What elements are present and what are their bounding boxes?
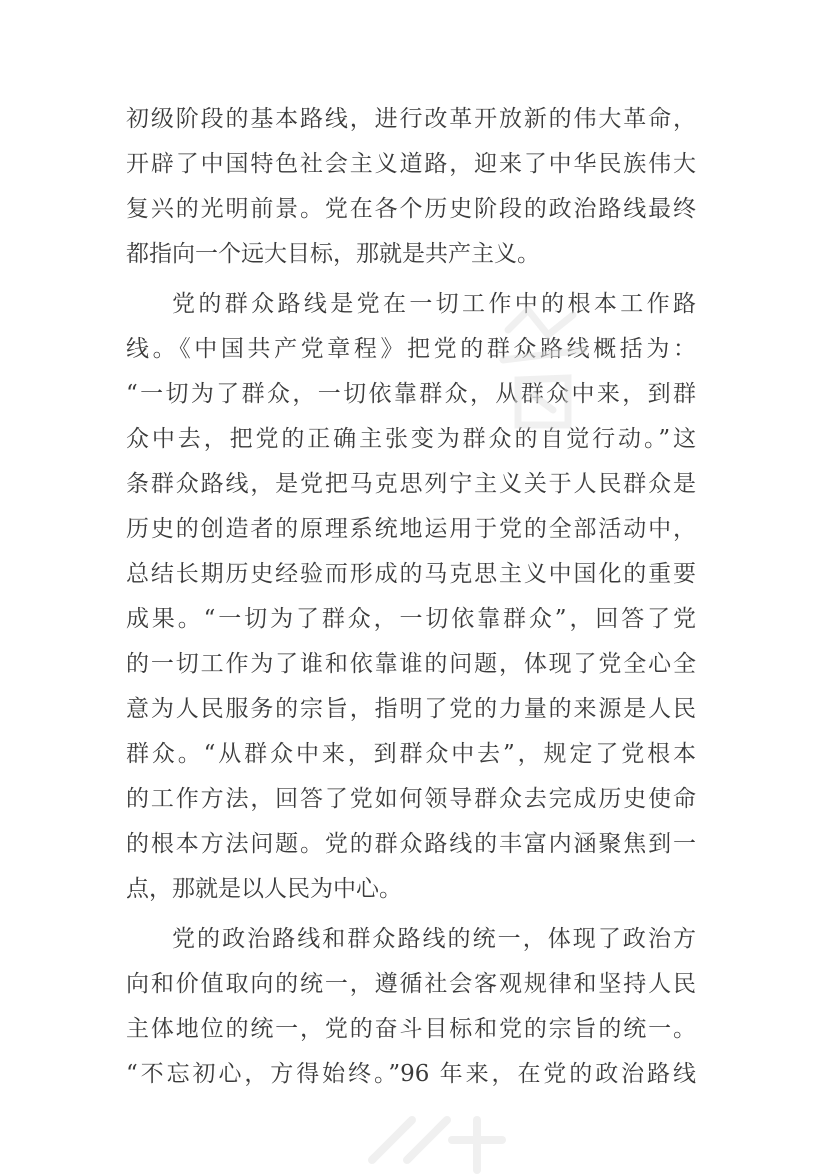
text-line: 都指向一个远大目标，那就是共产主义。 <box>126 241 540 267</box>
text-line: 党的群众路线是党在一切工作中的根本工作路 <box>172 291 696 317</box>
text-line: 历史的创造者的原理系统地运用于党的全部活动中， <box>126 516 696 542</box>
paragraph-1 <box>126 97 696 277</box>
text-line: 主体地位的统一，党的奋斗目标和党的宗旨的统一。 <box>126 1016 696 1042</box>
text-line: “一切为了群众，一切依靠群众，从群众中来，到群 <box>126 381 696 407</box>
text-line: 初级阶段的基本路线，进行改革开放新的伟大革命， <box>126 106 696 132</box>
text-line: 成果。“一切为了群众，一切依靠群众”，回答了党 <box>126 606 696 632</box>
watermark-icon <box>352 1100 532 1174</box>
paragraph-2 <box>126 282 696 912</box>
text-line: 复兴的光明前景。党在各个历史阶段的政治路线最终 <box>126 196 696 222</box>
text-line: 开辟了中国特色社会主义道路，迎来了中华民族伟大 <box>126 151 696 177</box>
text-line: 点，那就是以人民为中心。 <box>126 876 402 902</box>
text-line: 意为人民服务的宗旨，指明了党的力量的来源是人民 <box>126 696 696 722</box>
text-line: 众中去，把党的正确主张变为群众的自觉行动。”这 <box>126 426 696 452</box>
text-line: 条群众路线，是党把马克思列宁主义关于人民群众是 <box>126 471 696 497</box>
text-line: 党的政治路线和群众路线的统一，体现了政治方 <box>172 926 696 952</box>
text-line: 群众。“从群众中来，到群众中去”，规定了党根本 <box>126 741 696 767</box>
text-line: 线。《中国共产党章程》把党的群众路线概括为： <box>126 336 696 362</box>
text-line: 的根本方法问题。党的群众路线的丰富内涵聚焦到一 <box>126 831 696 857</box>
text-line: “不忘初心，方得始终。”96 年来，在党的政治路线 <box>126 1061 696 1087</box>
text-line: 的工作方法，回答了党如何领导群众去完成历史使命 <box>126 786 696 812</box>
text-line: 的一切工作为了谁和依靠谁的问题，体现了党全心全 <box>126 651 696 677</box>
text-line: 总结长期历史经验而形成的马克思主义中国化的重要 <box>126 561 696 587</box>
paragraph-3 <box>126 917 696 1097</box>
text-line: 向和价值取向的统一，遵循社会客观规律和坚持人民 <box>126 971 696 997</box>
